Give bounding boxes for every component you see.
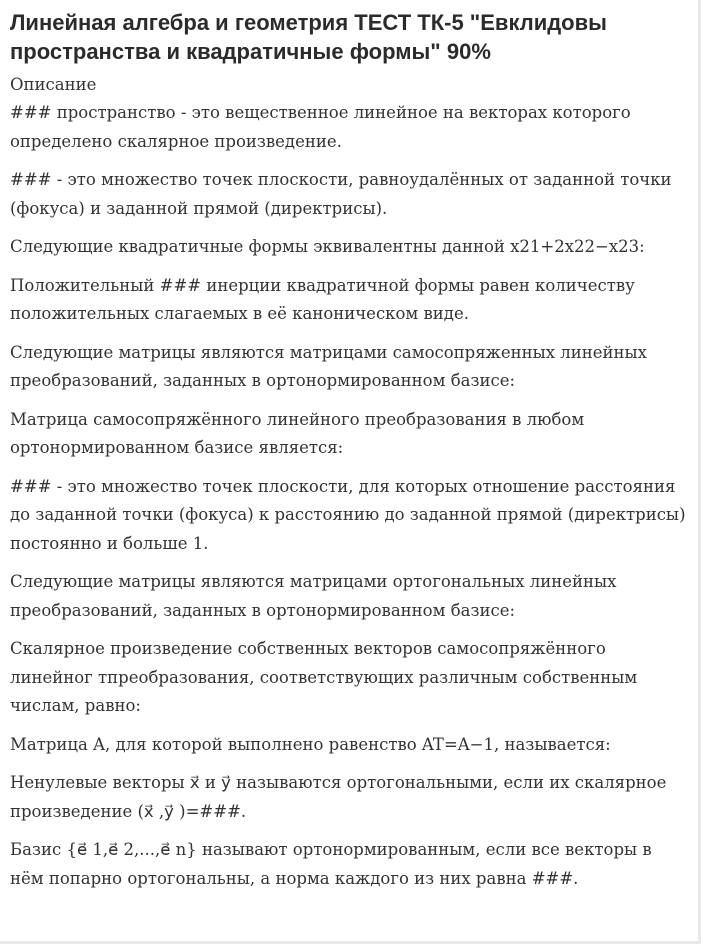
question-2: ### - это множество точек плоскости, равноудалённых от заданной точки (фокуса) и заданной прямой (директрисы). [10, 170, 672, 218]
question-5: Следующие матрицы являются матрицами самосопряженных линейных преобразований, заданных в ортонормированном базисе: [10, 342, 647, 390]
question-3: Следующие квадратичные формы эквивалентны данной x21+2x22−x23: [10, 237, 645, 256]
question-list [10, 99, 688, 893]
question-11: Ненулевые векторы x⃗ и y⃗ называются ортогональными, если их скалярное произведение (x⃗ ,y⃗ )=###. [10, 773, 667, 821]
question-10: Матрица A, для которой выполнено равенство AT=A−1, называется: [10, 734, 611, 754]
question-12: Базис {e⃗ 1,e⃗ 2,...,e⃗ n} называют ортонормированным, если все векторы в нём попарно ортогональны, а норма каждого из них равна ###. [10, 840, 652, 888]
question-4: Положительный ### инерции квадратичной формы равен количеству положительных слагаемых в её каноническом виде. [10, 275, 635, 323]
question-6: Матрица самосопряжённого линейного преобразования в любом ортонормированном базисе является: [10, 409, 585, 457]
question-8: Следующие матрицы являются матрицами ортогональных линейных преобразований, заданных в ортонормированном базисе: [10, 572, 617, 620]
description-label: Описание [10, 75, 97, 94]
question-1: ### пространство - это вещественное линейное на векторах которого определено скалярное произведение. [10, 103, 631, 151]
page-title: Линейная алгебра и геометрия ТЕСТ ТК-5 "Евклидовы пространства и квадратичные формы" 90% [10, 10, 607, 64]
question-7: ### - это множество точек плоскости, для которых отношение расстояния до заданной точки (фокуса) к расстоянию до заданной прямой (директрисы) постоянно и больше 1. [10, 476, 686, 553]
question-9: Скалярное произведение собственных векторов самосопряжённого линейног тпреобразования, соответствующих различным собственным числам, равно: [10, 639, 638, 715]
